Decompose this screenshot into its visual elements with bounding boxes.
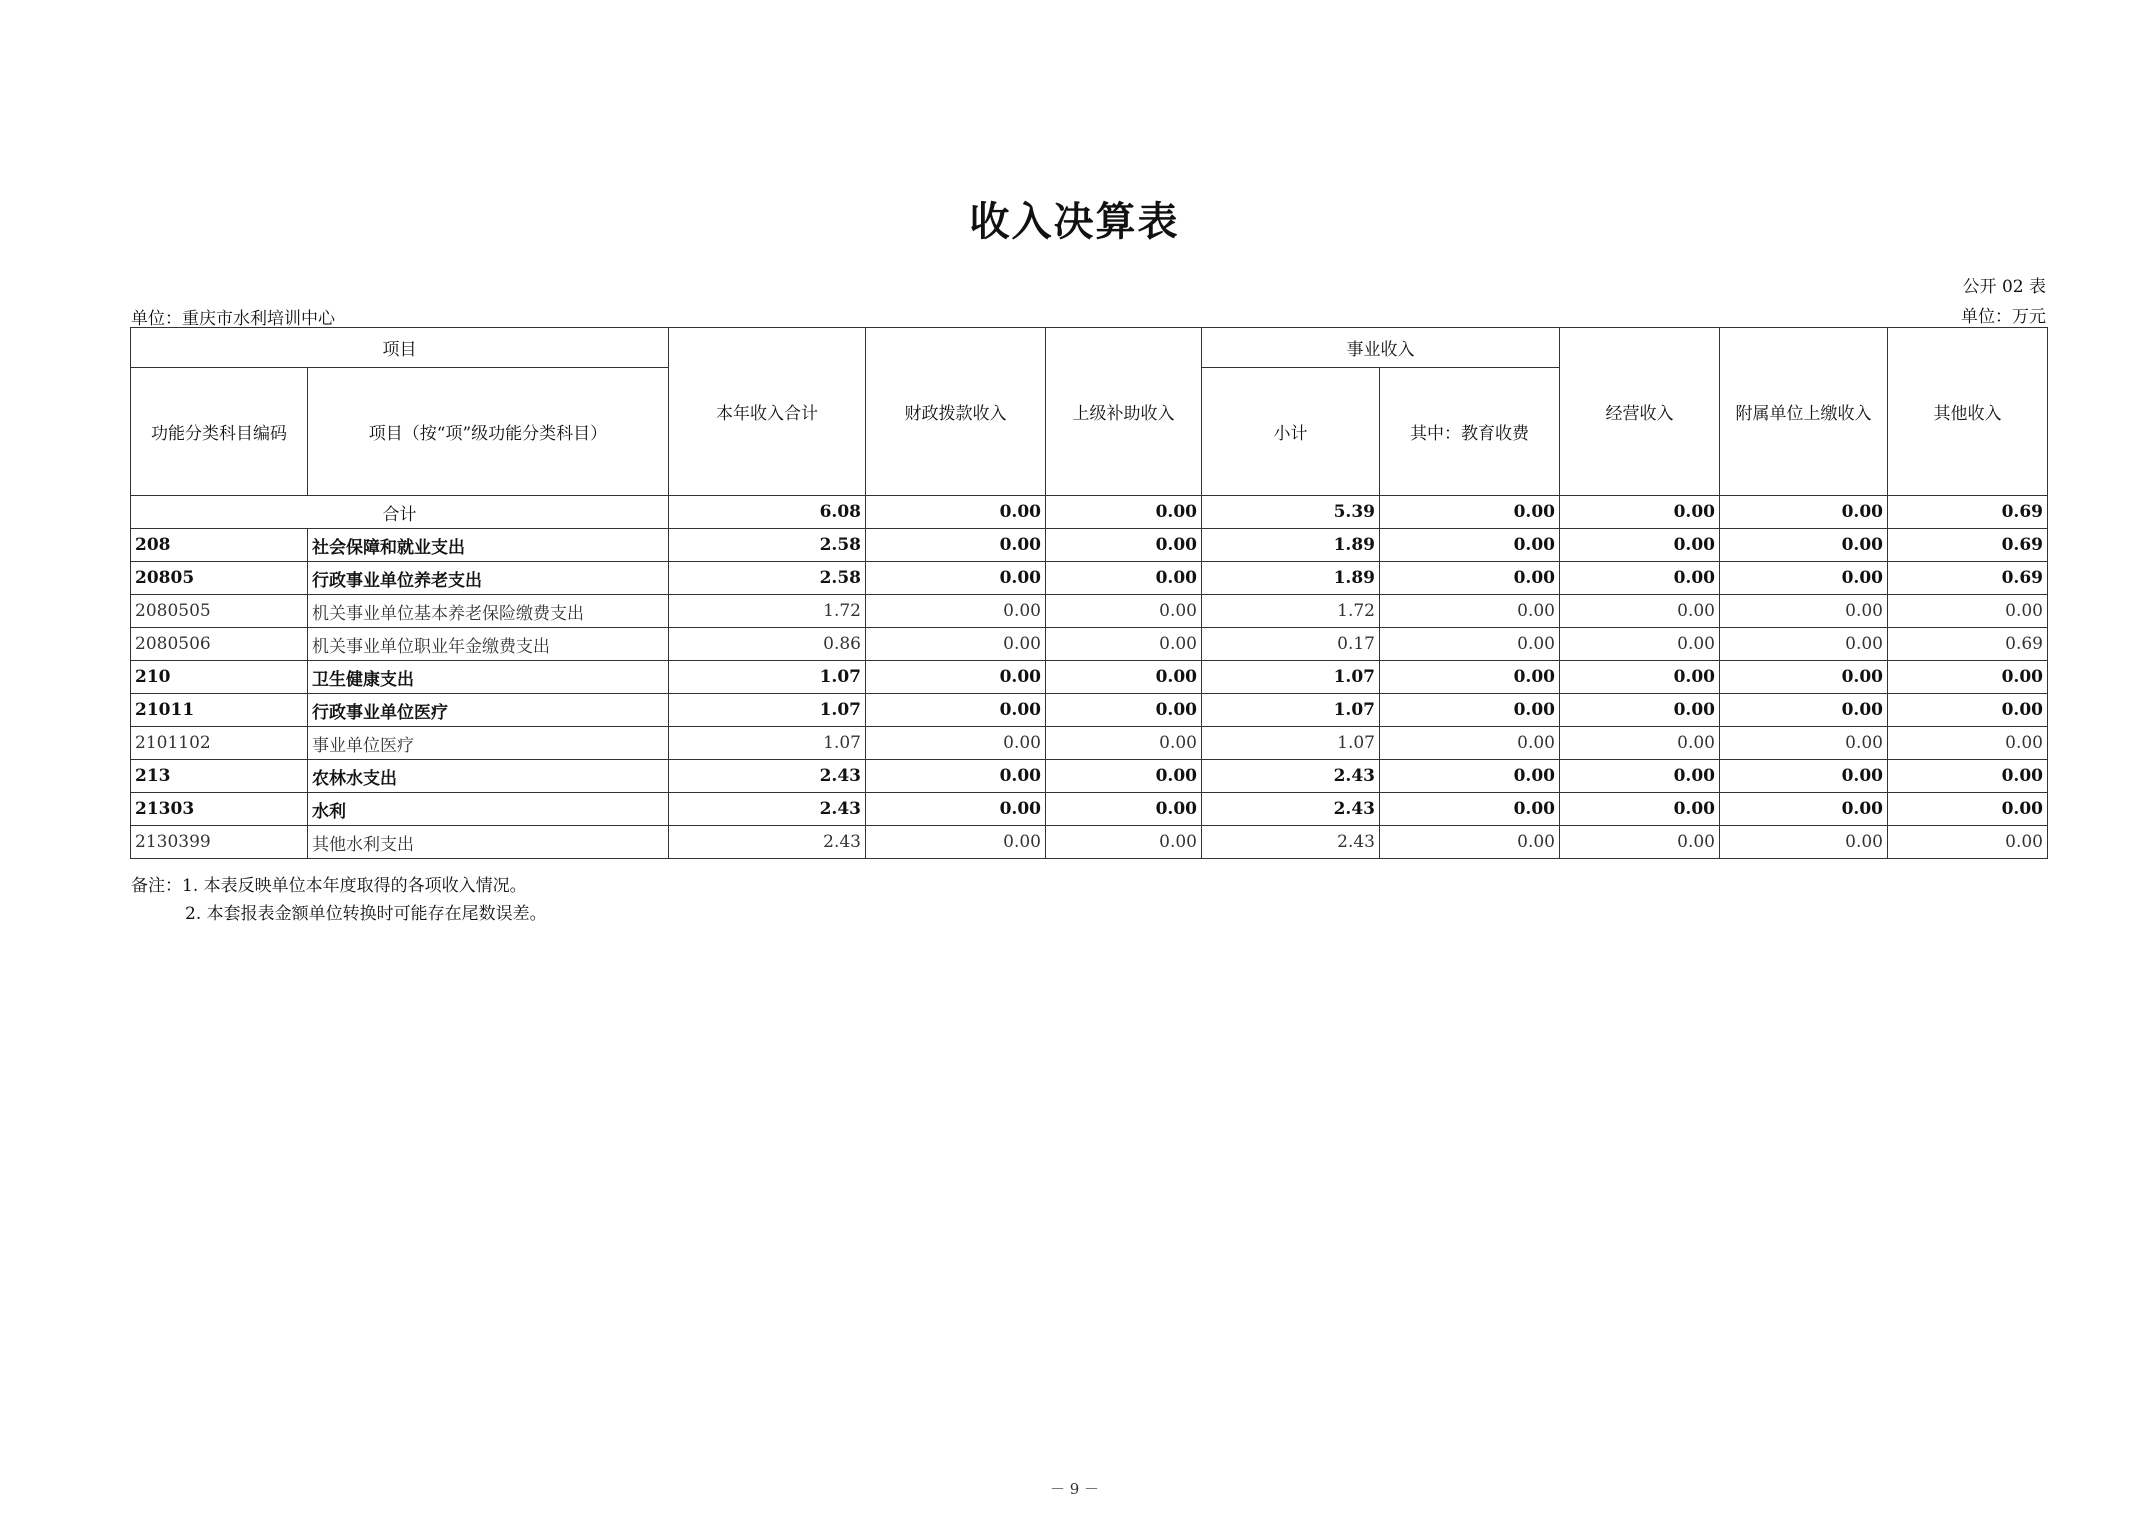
- header-function-code: 功能分类科目编码: [131, 368, 308, 496]
- amount-cell: 0.00: [866, 562, 1046, 595]
- amount-cell: 1.89: [1202, 529, 1380, 562]
- amount-cell: 1.72: [1202, 595, 1380, 628]
- amount-cell: 1.07: [1202, 727, 1380, 760]
- amount-cell: 0.00: [1046, 694, 1202, 727]
- income-final-accounts-table: [130, 327, 2048, 859]
- header-affiliate-income: 附属单位上缴收入: [1720, 328, 1888, 496]
- amount-cell: 0.00: [1560, 727, 1720, 760]
- amount-cell: 0.00: [866, 793, 1046, 826]
- item-name-cell: 机关事业单位职业年金缴费支出: [308, 628, 669, 661]
- amount-cell: 0.00: [1046, 595, 1202, 628]
- table-row: [131, 562, 2048, 595]
- note-line-2: 2. 本套报表金额单位转换时可能存在尾数误差。: [185, 904, 547, 924]
- amount-cell: 0.00: [1560, 661, 1720, 694]
- amount-cell: 0.00: [1720, 595, 1888, 628]
- table-row: [131, 760, 2048, 793]
- amount-cell: 1.07: [669, 694, 866, 727]
- amount-cell: 1.07: [1202, 661, 1380, 694]
- amount-cell: 0.00: [1380, 595, 1560, 628]
- header-other-income: 其他收入: [1888, 328, 2048, 496]
- page-title: 收入决算表: [969, 198, 1180, 245]
- amount-cell: 0.00: [1720, 529, 1888, 562]
- amount-cell: 1.89: [1202, 562, 1380, 595]
- amount-cell: 0.00: [866, 661, 1046, 694]
- amount-cell: 0.00: [1560, 793, 1720, 826]
- amount-cell: 2.43: [1202, 760, 1380, 793]
- table-row: [131, 595, 2048, 628]
- item-name-cell: 卫生健康支出: [308, 661, 669, 694]
- item-name-cell: 其他水利支出: [308, 826, 669, 859]
- item-name-cell: 事业单位医疗: [308, 727, 669, 760]
- total-cell: 5.39: [1202, 496, 1380, 529]
- amount-cell: 0.00: [1720, 628, 1888, 661]
- header-total-income: 本年收入合计: [669, 328, 866, 496]
- table-row: [131, 694, 2048, 727]
- amount-cell: 0.00: [1888, 595, 2048, 628]
- header-item-name: 项目（按“项”级功能分类科目）: [308, 368, 669, 496]
- total-cell: 0.69: [1888, 496, 2048, 529]
- total-row: [131, 496, 2048, 529]
- table-row: [131, 661, 2048, 694]
- amount-cell: 0.00: [1046, 760, 1202, 793]
- function-code-cell: 21303: [131, 793, 308, 826]
- table-row: [131, 793, 2048, 826]
- amount-cell: 0.69: [1888, 628, 2048, 661]
- amount-cell: 2.58: [669, 529, 866, 562]
- total-cell: 0.00: [1720, 496, 1888, 529]
- amount-cell: 0.00: [1888, 694, 2048, 727]
- total-cell: 0.00: [866, 496, 1046, 529]
- function-code-cell: 2101102: [131, 727, 308, 760]
- header-superior-subsidy: 上级补助收入: [1046, 328, 1202, 496]
- function-code-cell: 21011: [131, 694, 308, 727]
- table-row: [131, 727, 2048, 760]
- amount-cell: 0.00: [1046, 727, 1202, 760]
- amount-cell: 0.00: [1380, 760, 1560, 793]
- total-label: 合计: [131, 496, 669, 529]
- currency-unit: 单位：万元: [1961, 307, 2046, 327]
- amount-cell: 0.00: [1560, 562, 1720, 595]
- form-number: 公开 02 表: [1962, 277, 2046, 297]
- amount-cell: 0.00: [1380, 628, 1560, 661]
- total-cell: 6.08: [669, 496, 866, 529]
- item-name-cell: 水利: [308, 793, 669, 826]
- amount-cell: 0.00: [1380, 529, 1560, 562]
- header-education-fee: 其中：教育收费: [1380, 368, 1560, 496]
- amount-cell: 2.43: [1202, 793, 1380, 826]
- amount-cell: 2.58: [669, 562, 866, 595]
- item-name-cell: 行政事业单位医疗: [308, 694, 669, 727]
- amount-cell: 0.69: [1888, 562, 2048, 595]
- amount-cell: 0.00: [1560, 826, 1720, 859]
- amount-cell: 0.00: [1380, 562, 1560, 595]
- function-code-cell: 2080505: [131, 595, 308, 628]
- amount-cell: 0.00: [1046, 826, 1202, 859]
- amount-cell: 0.00: [1560, 529, 1720, 562]
- header-business-income-group: 事业收入: [1202, 328, 1560, 368]
- amount-cell: 0.00: [1046, 628, 1202, 661]
- item-name-cell: 社会保障和就业支出: [308, 529, 669, 562]
- amount-cell: 0.00: [866, 760, 1046, 793]
- amount-cell: 0.00: [866, 727, 1046, 760]
- amount-cell: 0.00: [1720, 562, 1888, 595]
- amount-cell: 0.00: [1560, 760, 1720, 793]
- total-cell: 0.00: [1560, 496, 1720, 529]
- amount-cell: 1.07: [1202, 694, 1380, 727]
- amount-cell: 0.00: [1560, 628, 1720, 661]
- amount-cell: 0.00: [1888, 826, 2048, 859]
- amount-cell: 0.69: [1888, 529, 2048, 562]
- table-row: [131, 628, 2048, 661]
- notes: [131, 872, 547, 928]
- amount-cell: 0.00: [866, 694, 1046, 727]
- amount-cell: 2.43: [669, 760, 866, 793]
- table-row: [131, 529, 2048, 562]
- amount-cell: 0.00: [1560, 694, 1720, 727]
- reporting-unit: 单位：重庆市水利培训中心: [131, 309, 335, 329]
- amount-cell: 0.00: [1888, 760, 2048, 793]
- amount-cell: 0.00: [1720, 661, 1888, 694]
- amount-cell: 0.00: [1380, 793, 1560, 826]
- amount-cell: 0.00: [866, 628, 1046, 661]
- amount-cell: 1.07: [669, 661, 866, 694]
- function-code-cell: 210: [131, 661, 308, 694]
- amount-cell: 1.72: [669, 595, 866, 628]
- amount-cell: 0.00: [1888, 793, 2048, 826]
- amount-cell: 0.00: [1720, 694, 1888, 727]
- header-operating-income: 经营收入: [1560, 328, 1720, 496]
- amount-cell: 0.00: [866, 826, 1046, 859]
- amount-cell: 2.43: [669, 793, 866, 826]
- total-cell: 0.00: [1046, 496, 1202, 529]
- amount-cell: 0.86: [669, 628, 866, 661]
- total-cell: 0.00: [1380, 496, 1560, 529]
- amount-cell: 2.43: [1202, 826, 1380, 859]
- item-name-cell: 行政事业单位养老支出: [308, 562, 669, 595]
- amount-cell: 2.43: [669, 826, 866, 859]
- amount-cell: 0.17: [1202, 628, 1380, 661]
- amount-cell: 0.00: [866, 595, 1046, 628]
- amount-cell: 0.00: [1380, 661, 1560, 694]
- amount-cell: 0.00: [1560, 595, 1720, 628]
- header-project-group: 项目: [131, 328, 669, 368]
- table-row: [131, 826, 2048, 859]
- amount-cell: 0.00: [1046, 562, 1202, 595]
- amount-cell: 0.00: [1720, 727, 1888, 760]
- function-code-cell: 2080506: [131, 628, 308, 661]
- item-name-cell: 机关事业单位基本养老保险缴费支出: [308, 595, 669, 628]
- amount-cell: 0.00: [1888, 727, 2048, 760]
- amount-cell: 0.00: [1720, 793, 1888, 826]
- amount-cell: 0.00: [1888, 661, 2048, 694]
- amount-cell: 0.00: [1380, 826, 1560, 859]
- amount-cell: 0.00: [1046, 661, 1202, 694]
- header-fiscal-appropriation: 财政拨款收入: [866, 328, 1046, 496]
- function-code-cell: 2130399: [131, 826, 308, 859]
- amount-cell: 0.00: [1046, 529, 1202, 562]
- item-name-cell: 农林水支出: [308, 760, 669, 793]
- amount-cell: 0.00: [866, 529, 1046, 562]
- header-business-subtotal: 小计: [1202, 368, 1380, 496]
- amount-cell: 0.00: [1380, 727, 1560, 760]
- amount-cell: 0.00: [1380, 694, 1560, 727]
- page-number: － 9 －: [1049, 1480, 1100, 1498]
- function-code-cell: 208: [131, 529, 308, 562]
- amount-cell: 0.00: [1720, 760, 1888, 793]
- note-line-1: 备注：1. 本表反映单位本年度取得的各项收入情况。: [131, 876, 527, 896]
- amount-cell: 1.07: [669, 727, 866, 760]
- function-code-cell: 213: [131, 760, 308, 793]
- amount-cell: 0.00: [1720, 826, 1888, 859]
- amount-cell: 0.00: [1046, 793, 1202, 826]
- function-code-cell: 20805: [131, 562, 308, 595]
